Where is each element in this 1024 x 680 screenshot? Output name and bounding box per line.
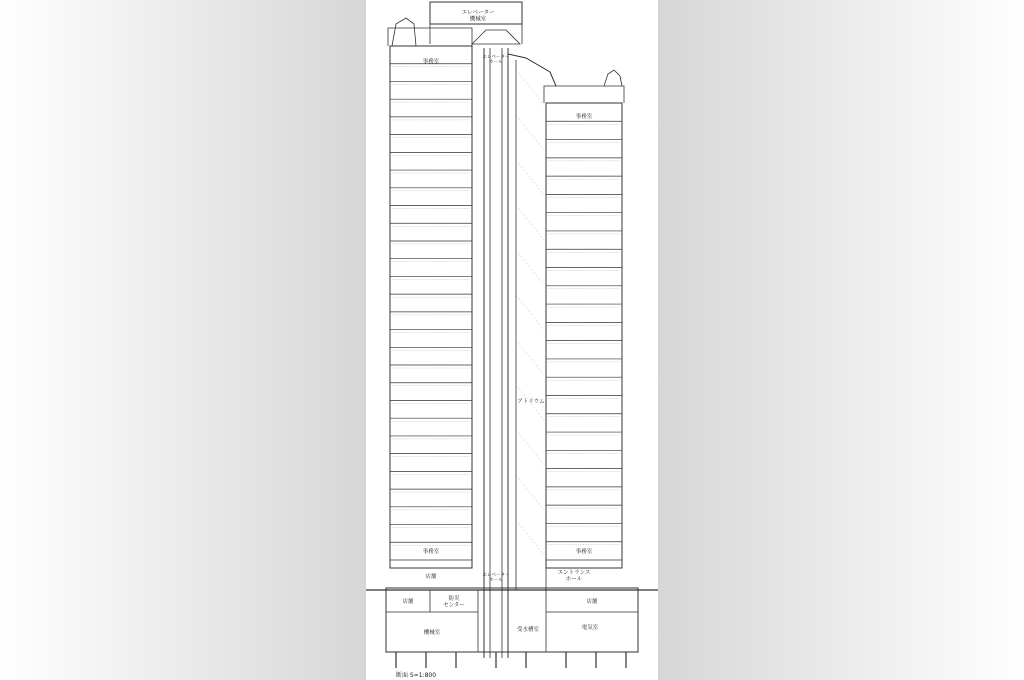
atrium-diagonal [516,205,544,240]
atrium-diagonal [516,115,544,150]
right-tower-finial [604,70,622,86]
foundation-piles [396,652,626,668]
left-tower-finial [392,18,416,46]
label-machine-room: 機械室 [423,630,441,636]
label-entrance-hall: エントランスホール [557,570,591,583]
label-shop-ground: 店舗 [425,574,437,580]
left-tower-outline [390,46,472,568]
drawing-caption: 断面 S=1:800 [396,672,437,679]
label-office-bottom-left: 事務室 [422,549,440,555]
label-elevator-hall-bottom: エレベーターホール [482,573,510,584]
atrium-diagonal [516,475,544,510]
left-tower-floors [390,64,472,546]
label-office-bottom-right: 事務室 [575,549,593,555]
atrium-diagonal [516,430,544,465]
label-office-top-left: 事務室 [422,59,440,65]
right-tower-roof [544,86,624,103]
label-disaster-center: 防災センター [443,596,465,609]
right-tower-floors [546,121,622,544]
elevator-machine-room-roof [472,30,520,44]
atrium-diagonal [516,70,544,105]
label-water-tank-room: 受水槽室 [516,627,540,633]
label-shop-basement-right: 店舗 [586,599,598,605]
drawing-sheet [366,0,658,680]
label-elevator-hall-top: エレベーターホール [482,55,510,66]
label-office-top-right: 事務室 [575,114,593,120]
basement-outline [386,588,638,652]
atrium-diagonal [516,160,544,195]
right-tower-outline [546,103,622,568]
atrium-diagonal [516,295,544,330]
label-atrium: アトリウム [517,399,545,405]
atrium-diagonal [516,250,544,285]
atrium-diagonal [516,520,544,555]
atrium-diagonals [516,70,544,555]
atrium-diagonal [516,340,544,375]
label-shop-basement-left: 店舗 [402,599,414,605]
building-section-drawing [366,0,658,680]
atrium-glass-roof [508,54,556,86]
label-electrical-room: 電気室 [581,625,599,631]
label-elevator-machine-room: エレベーター機械室 [461,10,495,23]
